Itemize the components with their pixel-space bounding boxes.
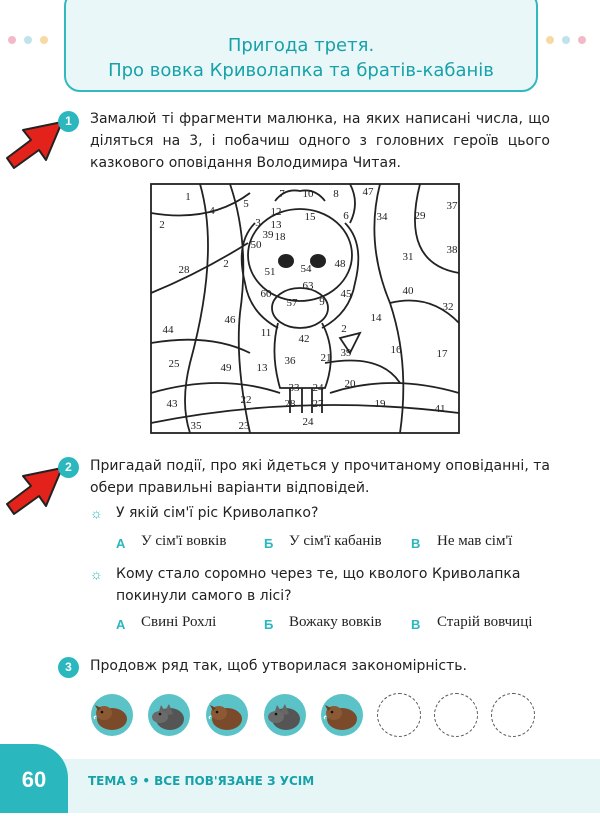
region-number: 42 xyxy=(298,333,310,345)
region-number: 13 xyxy=(270,219,282,231)
empty-answer-circle[interactable] xyxy=(491,693,535,737)
page-title: Пригода третя. xyxy=(227,35,375,56)
region-number: 50 xyxy=(250,239,262,251)
region-number: 2 xyxy=(341,323,347,335)
region-number: 18 xyxy=(274,231,286,243)
region-number: 27 xyxy=(312,398,324,410)
region-number: 16 xyxy=(390,344,402,356)
region-number: 46 xyxy=(224,314,236,326)
region-number: 15 xyxy=(304,211,316,223)
region-number: 23 xyxy=(238,420,250,432)
option-letter: А xyxy=(116,536,126,551)
boar-icon xyxy=(320,693,364,737)
region-number: 22 xyxy=(240,394,252,406)
region-number: 17 xyxy=(436,348,448,360)
empty-answer-circle[interactable] xyxy=(377,693,421,737)
region-number: 20 xyxy=(344,378,356,390)
page-number: 60 xyxy=(0,744,68,813)
region-number: 4 xyxy=(209,205,215,217)
option-q2-b[interactable]: Вожаку вовків xyxy=(289,614,382,630)
region-number: 47 xyxy=(362,186,374,198)
coloring-picture[interactable] xyxy=(150,183,460,435)
region-number: 25 xyxy=(168,358,180,370)
option-q2-a[interactable]: Свині Рохлі xyxy=(141,614,217,630)
region-number: 39 xyxy=(262,229,274,241)
region-number: 63 xyxy=(302,280,314,292)
option-letter: В xyxy=(411,536,421,551)
region-number: 10 xyxy=(302,188,314,200)
region-number: 49 xyxy=(220,362,232,374)
region-number: 2 xyxy=(159,219,165,231)
region-number: 13 xyxy=(256,362,268,374)
region-number: 37 xyxy=(446,200,458,212)
region-number: 60 xyxy=(260,288,272,300)
footer-topic: ТЕМА 9 • ВСЕ ПОВ'ЯЗАНЕ З УСІМ xyxy=(88,774,315,788)
region-number: 6 xyxy=(343,210,349,222)
region-number: 36 xyxy=(284,355,296,367)
region-number: 38 xyxy=(446,244,458,256)
region-number: 5 xyxy=(243,198,249,210)
option-letter: В xyxy=(411,617,421,632)
region-number: 12 xyxy=(270,206,282,218)
region-number: 14 xyxy=(370,312,382,324)
wolf-icon xyxy=(147,693,191,737)
page-subtitle: Про вовка Криволапка та братів-кабанів xyxy=(108,60,494,81)
boar-icon xyxy=(205,693,249,737)
region-number: 2 xyxy=(223,258,229,270)
region-number: 7 xyxy=(279,188,285,200)
region-number: 29 xyxy=(414,210,426,222)
option-q1-c[interactable]: Не мав сім'ї xyxy=(437,533,513,549)
region-number: 54 xyxy=(300,263,312,275)
region-number: 32 xyxy=(442,301,454,313)
region-number: 28 xyxy=(178,264,190,276)
red-arrow-icon xyxy=(4,116,66,172)
task1-instruction: Замалюй ті фрагменти малюнка, на яких написані числа, що діляться на 3, і побачиш одного з головних героїв цього казкового оповідання Володимира Читая. xyxy=(90,111,550,171)
task-number-badge: 1 xyxy=(58,111,79,132)
option-letter: Б xyxy=(264,617,274,632)
region-number: 45 xyxy=(340,288,352,300)
option-letter: А xyxy=(116,617,126,632)
region-number: 57 xyxy=(286,297,298,309)
region-number: 39 xyxy=(340,347,352,359)
option-q1-a[interactable]: У сім'ї вовків xyxy=(141,533,227,549)
region-number: 19 xyxy=(374,398,386,410)
task-number-badge: 2 xyxy=(58,457,79,478)
boar-icon xyxy=(90,693,134,737)
region-number: 48 xyxy=(334,258,346,270)
region-number: 21 xyxy=(320,352,332,364)
region-number: 24 xyxy=(302,416,314,428)
option-q1-b[interactable]: У сім'ї кабанів xyxy=(289,533,382,549)
region-number: 3 xyxy=(255,217,261,229)
question-2: Кому стало соромно через те, що кволого Криволапка покинули самого в лісі? xyxy=(116,566,521,604)
wolf-icon xyxy=(263,693,307,737)
sun-bullet-icon: ☼ xyxy=(90,505,103,521)
task-number-badge: 3 xyxy=(58,657,79,678)
task2-instruction: Пригадай події, про які йдеться у прочитаному оповіданні, та обери правильні варіанти відповідей. xyxy=(90,458,550,496)
task3-instruction: Продовж ряд так, щоб утворилася закономірність. xyxy=(90,658,467,674)
region-number: 33 xyxy=(288,382,300,394)
region-number: 41 xyxy=(434,403,446,415)
region-number: 31 xyxy=(402,251,414,263)
region-number: 43 xyxy=(166,398,178,410)
region-number: 28 xyxy=(284,398,296,410)
sun-bullet-icon: ☼ xyxy=(90,566,103,582)
option-letter: Б xyxy=(264,536,274,551)
option-q2-c[interactable]: Старій вовчиці xyxy=(437,614,533,630)
region-number: 34 xyxy=(376,211,388,223)
empty-answer-circle[interactable] xyxy=(434,693,478,737)
region-number: 35 xyxy=(190,420,202,432)
region-number: 24 xyxy=(312,382,324,394)
region-number: 9 xyxy=(319,296,325,308)
region-number: 40 xyxy=(402,285,414,297)
region-number: 8 xyxy=(333,188,339,200)
red-arrow-icon xyxy=(4,462,66,518)
region-number: 11 xyxy=(260,327,272,339)
region-number: 44 xyxy=(162,324,174,336)
question-1: У якій сім'ї ріс Криволапко? xyxy=(116,505,319,521)
region-number: 51 xyxy=(264,266,276,278)
region-number: 1 xyxy=(185,191,191,203)
